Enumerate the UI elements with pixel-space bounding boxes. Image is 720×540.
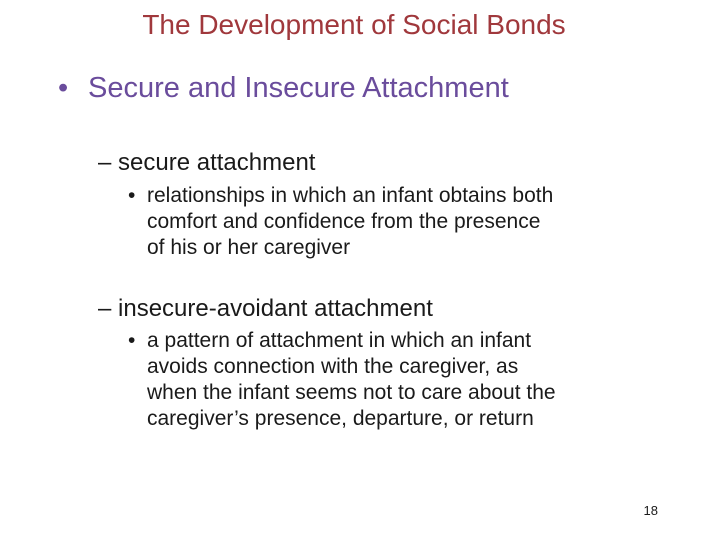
main-point [58, 70, 509, 106]
dash-marker: – [98, 295, 112, 322]
term-secure-attachment [98, 148, 315, 178]
definition-line: a pattern of attachment in which an infant [147, 329, 532, 352]
sub-bullet: • [128, 329, 136, 352]
definition-insecure-avoidant-attachment [128, 328, 668, 432]
definition-line: avoids connection with the caregiver, as [147, 355, 519, 378]
definition-secure-attachment [128, 183, 668, 261]
page-number: 18 [643, 503, 658, 518]
definition-line: when the infant seems not to care about the [147, 381, 556, 404]
dash-marker: – [98, 149, 112, 176]
definition-line: comfort and confidence from the presence [147, 210, 541, 233]
term-text: secure attachment [118, 149, 316, 176]
term-text: insecure-avoidant attachment [118, 295, 433, 322]
slide-title: The Development of Social Bonds [142, 9, 566, 40]
term-insecure-avoidant-attachment [98, 294, 433, 324]
definition-line: relationships in which an infant obtains both [147, 184, 554, 207]
main-bullet: • [58, 72, 69, 104]
sub-bullet: • [128, 184, 136, 207]
main-point-text: Secure and Insecure Attachment [88, 72, 509, 104]
definition-line: of his or her caregiver [147, 236, 351, 259]
definition-line: caregiver’s presence, departure, or return [147, 407, 534, 430]
